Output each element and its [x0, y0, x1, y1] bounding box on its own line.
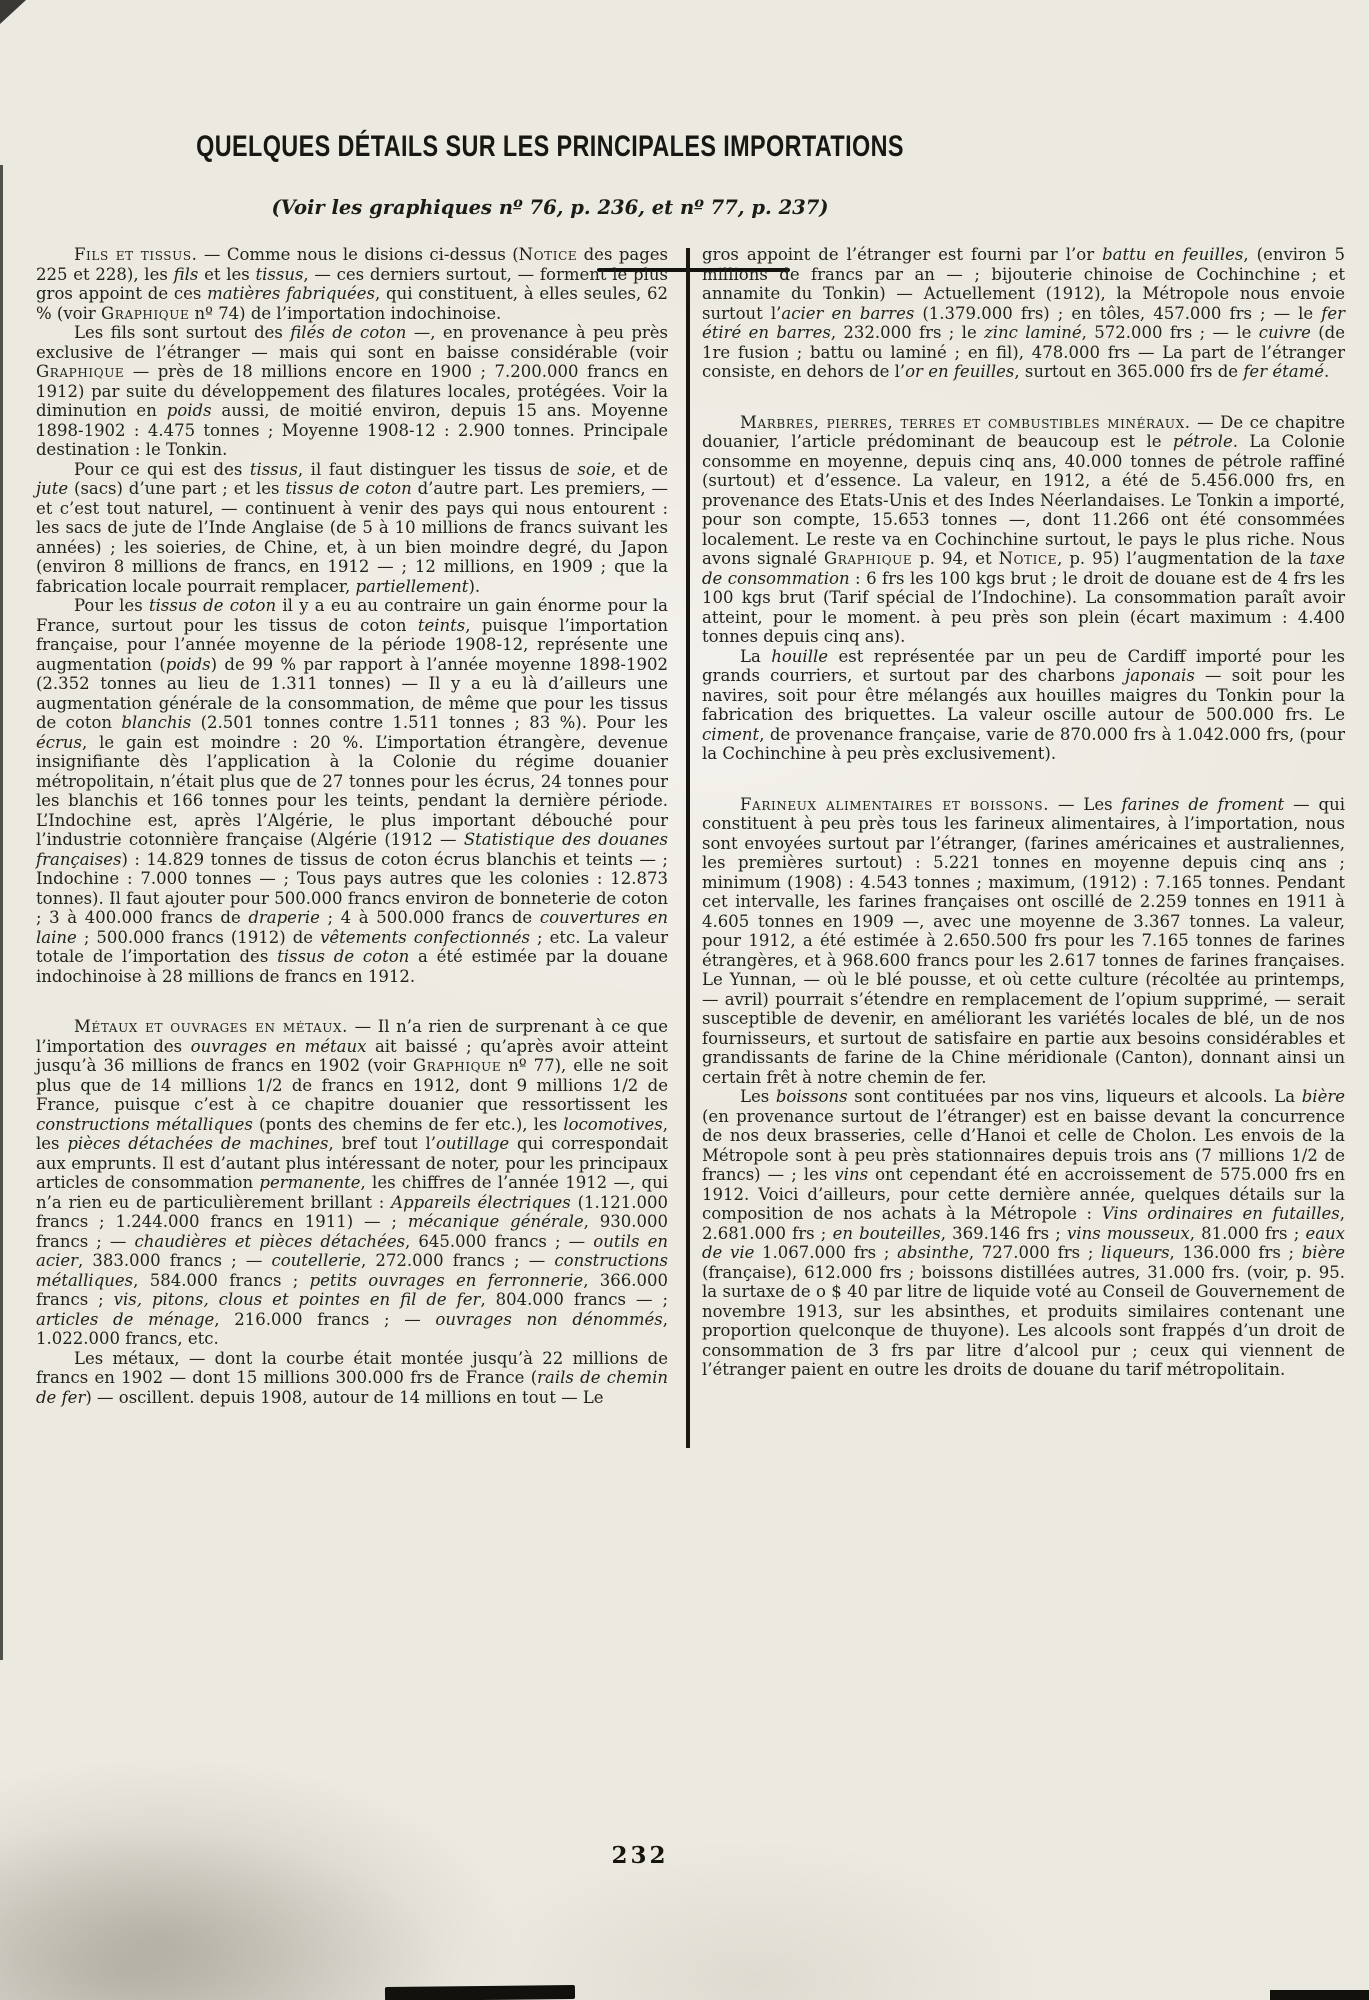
text-run: liqueurs [1101, 1243, 1170, 1262]
text-run: battu en feuilles [1102, 245, 1244, 264]
text-run: (2.501 tonnes contre 1.511 tonnes ; 83 %). Pour les [191, 713, 668, 732]
section-heading: Fils et tissus. [74, 245, 198, 264]
text-run: constructions métalliques [36, 1251, 668, 1290]
text-run: petits ouvrages en ferronnerie [309, 1270, 584, 1290]
text-run: , puisque l’importation française, pour l’année moyenne de la période 1908-12, représente une augmentation ( [36, 615, 668, 674]
text-run: teints [417, 615, 466, 635]
text-run: —, en provenance à peu près exclusive de l’étranger — mais qui sont en baisse considérable (voir [36, 323, 668, 362]
text-run: nº 74) de l’importation indochinoise. [189, 303, 502, 323]
text-run: acier en barres [781, 303, 915, 323]
section-heading: Notice [998, 549, 1058, 568]
text-run: , 216.000 francs ; — [214, 1309, 436, 1329]
scan-artifact-bottom-bar [385, 1985, 575, 2000]
text-run: outillage [435, 1134, 510, 1153]
text-run: , 136.000 frs ; [1169, 1243, 1302, 1262]
text-run: — Comme nous le disions ci-dessus ( [197, 245, 519, 264]
text-run: , 2.681.000 frs ; [702, 1204, 1345, 1243]
paragraph [36, 460, 668, 597]
text-run: , de provenance française, varie de 870.000 frs à 1.042.000 frs, (pour la Cochinchine à peu près exclusivement). [702, 724, 1345, 763]
text-run: vins [834, 1165, 869, 1184]
text-run: — soit pour les navires, soit pour être mélangés aux houilles maigres du Tonkin pour la fabrication des briquettes. La valeur oscille autour de 500.000 frs. Le [702, 666, 1346, 724]
section-heading: Graphique [36, 362, 125, 381]
text-run: soie [577, 459, 611, 479]
text-run: — Il n’a rien de surprenant à ce que l’importation des [36, 1017, 668, 1056]
scan-artifact-left-edge [0, 165, 3, 1660]
section-heading: Notice [518, 245, 578, 264]
text-run: , 366.000 francs ; [36, 1270, 668, 1309]
text-run: chaudières et pièces détachées [134, 1231, 406, 1251]
text-run: , 383.000 francs ; — [78, 1251, 272, 1270]
paragraph [702, 647, 1345, 764]
scan-artifact-bottom-smudge [0, 1820, 460, 2000]
text-run: en bouteilles [832, 1223, 941, 1243]
text-run: : 6 frs les 100 kgs brut ; le droit de douane est de 4 frs les 100 kgs brut (Tarif spécial de l’Indochine). La consommation paraît avoir atteint, pour le moment. à peu près son plein (écart maximum : 4.400 tonnes depuis cinq ans). [702, 568, 1345, 646]
text-run: draperie [248, 908, 320, 927]
paragraph [36, 1349, 668, 1408]
text-run: pétrole [1172, 432, 1233, 451]
text-run: bière [1301, 1243, 1345, 1262]
text-run: (française), 612.000 frs ; boissons distillées autres, 31.000 frs. (voir, p. 95. la surtaxe de o $ 40 par litre de liquide voté au Conseil de Gouvernement de novembre 1913, sur les absinthes, et produits similaires contenant une proportion quelconque de thuyone). Les alcools sont frappés d’un droit de consommation de 3 frs par litre d’alcool pur ; ceux qui viennent de l’étranger paient en outre les droits de douane du tarif métropolitain. [702, 1262, 1345, 1379]
text-run: fils [173, 264, 199, 284]
text-run: outils en acier [36, 1231, 668, 1270]
text-run: gros appoint de l’étranger est fourni par l’or [702, 245, 1103, 264]
text-run: ont cependant été en accroissement de 575.000 frs en 1912. Voici d’ailleurs, pour cette dernière année, quelques détails sur la composition de nos achats à la Métropole : [702, 1165, 1346, 1223]
text-run: , 232.000 frs ; le [830, 323, 985, 342]
text-run: poids [166, 401, 212, 420]
text-run: a été estimée par la douane indochinoise à 28 millions de francs en 1912. [36, 947, 668, 986]
text-run: Pour les [74, 596, 149, 615]
text-run: jute [36, 479, 69, 498]
text-run: fer étamé [1243, 362, 1324, 381]
text-run: , 1.022.000 francs, etc. [36, 1309, 668, 1348]
text-run: qui correspondait aux emprunts. Il est d’autant plus intéressant de noter, pour les principaux articles de consommation [36, 1134, 668, 1192]
section-heading: Graphique [412, 1056, 502, 1075]
text-run: blanchis [121, 713, 192, 732]
section-heading: Marbres, pierres, terres et combustibles minéraux. [740, 412, 1191, 432]
text-run: couvertures en laine [36, 908, 668, 947]
text-run: écrus [36, 732, 82, 752]
text-run: matières fabriquées [207, 284, 376, 303]
text-run: permanente [259, 1173, 361, 1192]
text-run: , 369.146 frs ; [940, 1223, 1067, 1243]
text-run: aussi, de moitié environ, depuis 15 ans. Moyenne 1898-1902 : 4.475 tonnes ; Moyenne 1908-12 : 2.900 tonnes. Principale destination : le Tonkin. [36, 401, 668, 459]
text-run: , (environ 5 millions de francs par an — ; bijouterie chinoise de Cochinchine ; et annamite du Tonkin) — Actuellement (1912), la Métropole nous envoie surtout l’ [702, 245, 1346, 323]
page-number: 232 [611, 1842, 669, 1869]
text-run: filés de coton [290, 323, 407, 342]
paragraph [36, 1017, 668, 1349]
text-run: , 81.000 frs ; [1189, 1223, 1306, 1243]
text-run: ait baissé ; qu’après avoir atteint jusqu’à 36 millions de francs en 1902 (voir [36, 1036, 668, 1075]
text-run: et les [198, 264, 256, 284]
text-run: Les fils sont surtout des [74, 323, 291, 342]
text-run: d’autre part. Les premiers, — et c’est tout naturel, — continuent à venir des pays qui nous entourent : les sacs de jute de l’Inde Anglaise (de 5 à 10 millions de francs suivant les années) ; les soieries, de Chine, et, à un bien moindre degré, du Japon (environ 8 millions de francs, en 1912 — ; 12 millions, en 1909 ; que la fabrication locale pourrait remplacer, [36, 479, 668, 596]
page-subtitle: (Voir les graphiques nº 76, p. 236, et nº 77, p. 237) [271, 196, 829, 219]
text-run: fer étiré en barres [702, 303, 1346, 342]
text-run: , 584.000 francs ; [133, 1270, 310, 1290]
text-run: (de 1re fusion ; battu ou laminé ; en fil), 478.000 frs — La part de l’étranger consiste, en dehors de l’ [702, 323, 1345, 381]
text-run: ; 500.000 francs (1912) de [76, 927, 321, 947]
text-run: , 930.000 francs ; — [36, 1212, 668, 1251]
text-run: Vins ordinaires en futailles [1101, 1204, 1340, 1223]
text-run: farines de froment [1121, 794, 1285, 814]
text-run: zinc laminé [984, 323, 1082, 342]
text-run: , le gain est moindre : 20 %. L’importation étrangère, devenue insignifiante dès l’application à la Colonie du régime douanier métropolitain, n’était plus que de 27 tonnes pour les écrus, 24 tonnes pour les blanchis et 166 tonnes pour les teints, pendant la dernière période. L’Indochine est, après l’Algérie, le plus important débouché pour l’industrie cotonnière française (Algérie (1912 — [36, 732, 668, 849]
text-run: sont contituées par nos vins, liqueurs et alcools. La [847, 1087, 1302, 1106]
text-run: La [740, 646, 772, 666]
text-run: , 272.000 francs ; — [360, 1251, 555, 1270]
text-run: . La Colonie consomme en moyenne, depuis cinq ans, 40.000 tonnes de pétrole raffiné (surtout) et d’essence. La valeur, en 1912, a été de 5.456.000 frs, en provenance des Etats-Unis et des Indes Néerlandaises. Le Tonkin a importé, pour son compte, 15.653 tonnes —, dont 11.266 ont été consommées localement. Le reste va en Cochinchine surtout, le pays le plus riche. Nous avons signalé [702, 432, 1346, 568]
text-run: (sacs) d’une part ; et les [68, 479, 286, 498]
text-run: — qui constituent à peu près tous les farineux alimentaires, à l’importation, nous sont envoyées surtout par l’étranger, (farines américaines et australiennes, les premières surtout) : 5.221 tonnes en moyenne depuis cinq ans ; minimum (1908) : 4.543 tonnes ; maximum, (1912) : 7.165 tonnes. Pendant cet intervalle, les farines françaises ont oscillé de 2.259 tonnes en 1911 à 4.605 tonnes en 1909 —, avec une moyenne de 3.367 tonnes. La valeur, pour 1912, a été estimée à 2.650.500 frs pour les 7.165 tonnes de farines étrangères, et à 968.600 francs pour les 2.617 tonnes de farines françaises. Le Yunnan, — où le blé pousse, et où cette culture (récoltée au printemps, — avril) pourrait s’étendre en remplacement de l’opium supprimé, — serait susceptible de devenir, en améliorant les variétés locales de blé, un de nos fournisseurs, et surtout de satisfaire en partie aux besoins considérables et grandissants de farine de la Chine méridionale (Canton), donnant ainsi un certain frêt à notre chemin de fer. [702, 794, 1345, 1087]
text-run: est représentée par un peu de Cardiff importé pour les grands courriers, et surtout par des charbons [702, 646, 1345, 685]
text-run: (ponts des chemins de fer etc.), les [252, 1114, 564, 1134]
text-run: Pour ce qui est des [74, 459, 250, 479]
text-run: , les [36, 1114, 668, 1153]
text-run: , 804.000 francs — ; [480, 1290, 669, 1309]
text-run: — près de 18 millions encore en 1900 ; 7.200.000 francs en 1912) par suite du développement des filatures locales, protégées. Voir la diminution en [36, 362, 668, 420]
text-run: vins mousseux [1066, 1223, 1190, 1243]
text-run: il y a eu au contraire un gain énorme pour la France, surtout pour les tissus de coton [36, 596, 669, 635]
text-run: tissus de coton [148, 596, 277, 615]
text-run: ) — oscillent. depuis 1908, autour de 14 millions en tout — Le [85, 1387, 604, 1407]
text-run: (1.121.000 francs ; 1.244.000 francs en 1911) — ; [36, 1192, 668, 1231]
text-run: . [1323, 362, 1330, 381]
text-run: (en provenance surtout de l’étranger) est en baisse devant la concurrence de nos deux brasseries, celle d’Hanoi et celle de Cholon. Les envois de la Métropole sont à peu près stationnaires depuis trois ans (7 millions 1/2 de francs) — ; les [702, 1106, 1345, 1184]
section-heading: Graphique [101, 303, 190, 323]
text-run: , bref tout l’ [328, 1134, 436, 1153]
text-run: des pages 225 et 228), les [36, 245, 669, 284]
right-column [702, 245, 1345, 1380]
text-run: ). [468, 576, 481, 596]
paragraph [36, 323, 668, 460]
text-run: — De ce chapitre douanier, l’article prédominant de beaucoup est le [702, 412, 1345, 451]
text-run: ouvrages non dénommés [435, 1309, 663, 1329]
text-run: taxe de consommation [702, 549, 1345, 588]
paragraph [36, 245, 668, 323]
text-run: , 572.000 frs ; — le [1081, 323, 1259, 342]
text-run: , surtout en 365.000 frs de [1014, 362, 1244, 381]
text-run: mécanique générale [407, 1212, 584, 1231]
paragraph [702, 413, 1345, 647]
text-run: constructions métalliques [36, 1114, 253, 1134]
scan-artifact-top-left [0, 0, 26, 24]
text-run: ) de 99 % par rapport à l’année moyenne 1898-1902 (2.352 tonnes au lieu de 1.311 tonnes) — Il y a eu là d’ailleurs une augmentation générale de la consommation, de même que pour les tissus de coton [36, 654, 669, 732]
text-run: Statistique des douanes françaises [36, 830, 668, 869]
text-run: , p. 95) l’augmentation de la [1057, 549, 1310, 568]
section-heading: Graphique [823, 549, 913, 568]
text-run: Les [740, 1087, 776, 1106]
text-run: , les chiffres de l’année 1912 —, qui n’a rien eu de particulièrement brillant : [36, 1173, 668, 1212]
text-run: coutellerie [271, 1251, 361, 1270]
column-divider [686, 248, 690, 1448]
text-run: rails de chemin de fer [36, 1368, 668, 1407]
text-run: poids [165, 654, 211, 674]
text-run: p. 94, et [912, 549, 999, 568]
text-run: boissons [775, 1087, 848, 1106]
text-run: partiellement [355, 576, 469, 596]
text-run: ouvrages en métaux [190, 1036, 367, 1056]
text-run: vis, pitons, clous et pointes en fil de fer [113, 1290, 481, 1309]
text-run: ; etc. La valeur totale de l’importation des [36, 927, 668, 966]
paragraph [702, 1087, 1345, 1380]
text-run: absinthe [897, 1243, 969, 1262]
paragraph [702, 245, 1345, 382]
section-heading: Métaux et ouvrages en métaux. [74, 1017, 348, 1036]
left-column [36, 245, 668, 1407]
text-run: , — ces derniers surtout, — forment le plus gros appoint de ces [36, 264, 668, 303]
text-run: ; 4 à 500.000 francs de [319, 908, 540, 927]
text-run: , qui constituent, à elles seules, 62 % (voir [36, 284, 668, 323]
section-heading: Farineux alimentaires et boissons. [740, 794, 1050, 814]
paragraph [36, 596, 668, 986]
text-run: eaux de vie [702, 1223, 1345, 1262]
paragraph [702, 795, 1345, 1088]
text-run: (1.379.000 frs) ; en tôles, 457.000 frs ; — le [914, 303, 1322, 323]
text-run: , et de [610, 459, 668, 479]
text-run: articles de ménage [36, 1309, 215, 1329]
text-run: tissus de coton [285, 479, 412, 498]
text-run: tissus [255, 264, 304, 284]
text-run: or en feuilles [905, 362, 1015, 381]
text-run: Les métaux, — dont la courbe était montée jusqu’à 22 millions de francs en 1902 — dont 15 millions 300.000 frs de France ( [36, 1348, 668, 1387]
text-run: vêtements confectionnés [320, 927, 530, 947]
text-run: ) : 14.829 tonnes de tissus de coton écrus blanchis et teints — ; Indochine : 7.000 tonnes — ; Tous pays autres que les colonies : 12.873 tonnes). Il faut ajouter pour 500.000 francs environ de bonneterie de coton ; 3 à 400.000 francs de [36, 849, 668, 927]
text-run: japonais [1125, 666, 1195, 685]
text-run: houille [771, 646, 829, 666]
page-title: QUELQUES DÉTAILS SUR LES PRINCIPALES IMPORTATIONS [196, 130, 904, 163]
text-run: , 645.000 francs ; — [405, 1231, 594, 1251]
text-run: nº 77), elle ne soit plus que de 14 millions 1/2 de francs en 1912, dont 9 millions 1/2 de France, puisque c’est à ce chapitre douanier que ressortissent les [36, 1056, 669, 1114]
text-run: tissus de coton [277, 947, 410, 966]
text-run: tissus [249, 459, 298, 479]
text-run: , il faut distinguer les tissus de [297, 459, 578, 479]
scan-artifact-bottom-right-bar [1270, 1990, 1369, 2000]
text-run: bière [1301, 1087, 1345, 1106]
text-run: cuivre [1258, 323, 1311, 342]
text-run: , 727.000 frs ; [968, 1243, 1102, 1262]
text-run: ciment [702, 724, 760, 744]
text-run: — Les [1049, 794, 1122, 814]
text-run: pièces détachées de machines [67, 1134, 329, 1153]
text-run: locomotives [563, 1114, 663, 1134]
text-run: Appareils électriques [391, 1192, 571, 1212]
text-run: 1.067.000 frs ; [754, 1243, 898, 1262]
